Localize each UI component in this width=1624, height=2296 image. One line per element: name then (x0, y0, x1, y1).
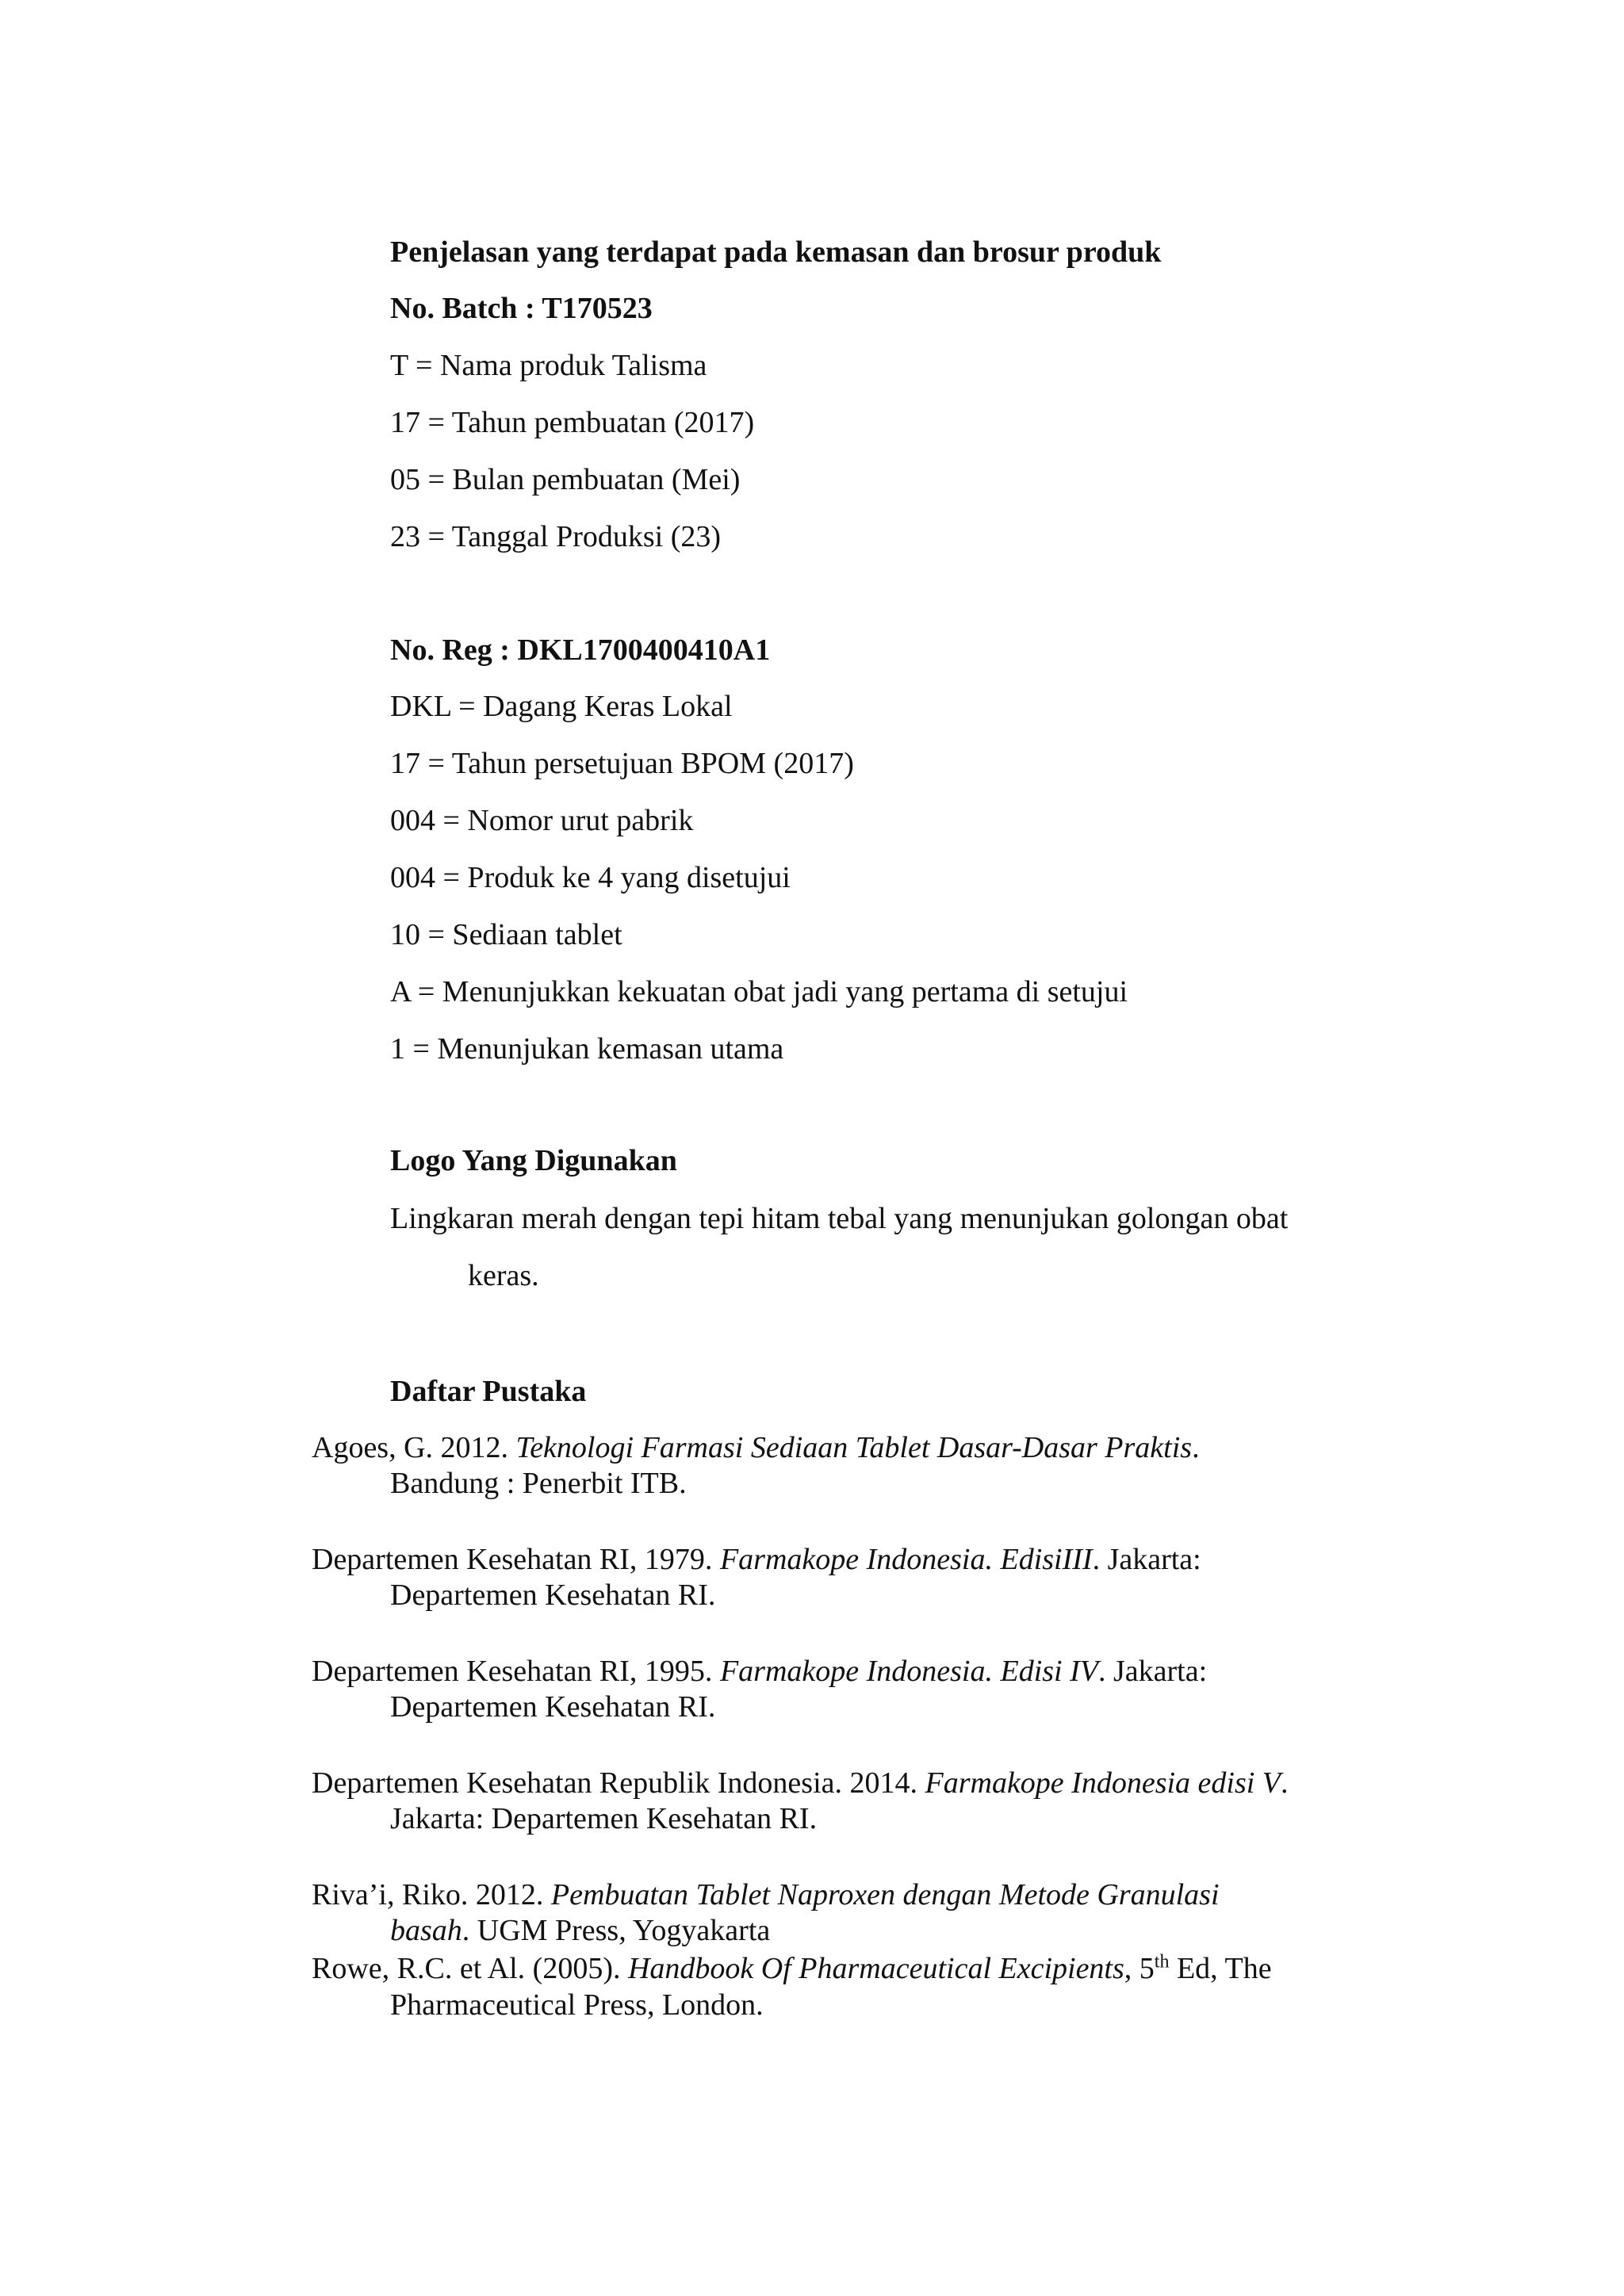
batch-number: No. Batch : T170523 (390, 292, 653, 325)
reference-author: Departemen Kesehatan Republik Indonesia. 2014. (312, 1766, 925, 1800)
registration-number: No. Reg : DKL1700400410A1 (390, 633, 771, 667)
reference-title: Farmakope Indonesia. Edisi IV (719, 1655, 1098, 1688)
reference-author: Agoes, G. 2012. (312, 1431, 516, 1464)
reference-author: Rowe, R.C. et Al. (2005). (312, 1952, 628, 1985)
reference-punct: . Jakarta: (1097, 1655, 1208, 1688)
reference-title: Handbook Of Pharmaceutical Excipients (627, 1952, 1124, 1985)
reference-punct: . (1281, 1766, 1289, 1800)
section-title-logo: Logo Yang Digunakan (390, 1144, 677, 1177)
batch-item: 17 = Tahun pembuatan (2017) (390, 406, 755, 439)
reference-entry (312, 1653, 1207, 1689)
reference-continuation: Pharmaceutical Press, London. (390, 1988, 764, 2022)
reference-author: Departemen Kesehatan RI, 1995. (312, 1655, 720, 1688)
reference-punct: , 5 (1124, 1952, 1155, 1985)
reference-entry (312, 1877, 1220, 1913)
reference-punct: . Jakarta: (1092, 1543, 1201, 1576)
reg-item: 004 = Produk ke 4 yang disetujui (390, 861, 791, 894)
reference-title: Pembuatan Tablet Naproxen dengan Metode Granulasi (550, 1878, 1220, 1911)
reference-entry (312, 1765, 1289, 1801)
references-title: Daftar Pustaka (390, 1375, 587, 1408)
reference-superscript: th (1154, 1951, 1170, 1973)
reference-continuation: Departemen Kesehatan RI. (390, 1578, 716, 1612)
reg-item: 1 = Menunjukan kemasan utama (390, 1032, 784, 1066)
reference-entry (312, 1541, 1201, 1578)
reference-entry (312, 1950, 1272, 1987)
reference-continuation: Jakarta: Departemen Kesehatan RI. (390, 1802, 818, 1835)
reg-item: 17 = Tahun persetujuan BPOM (2017) (390, 747, 854, 780)
reference-punct: . (1192, 1431, 1200, 1464)
batch-item: 05 = Bulan pembuatan (Mei) (390, 463, 741, 496)
reg-item: A = Menunjukkan kekuatan obat jadi yang pertama di setujui (390, 975, 1128, 1008)
reg-item: DKL = Dagang Keras Lokal (390, 690, 733, 723)
reference-title: Farmakope Indonesia edisi V (925, 1766, 1281, 1800)
reference-entry (312, 1429, 1200, 1466)
reference-continuation: Departemen Kesehatan RI. (390, 1690, 716, 1724)
reference-edition: Ed, The (1169, 1952, 1272, 1985)
reference-title: basah (390, 1914, 462, 1947)
reg-item: 10 = Sediaan tablet (390, 918, 622, 951)
logo-description: Lingkaran merah dengan tepi hitam tebal yang menunjukan golongan obat (390, 1202, 1289, 1235)
batch-item: 23 = Tanggal Produksi (23) (390, 520, 722, 553)
reference-author: Departemen Kesehatan RI, 1979. (312, 1543, 720, 1576)
logo-description-continued: keras. (468, 1259, 539, 1292)
reference-publisher: . UGM Press, Yogyakarta (462, 1914, 771, 1947)
batch-item: T = Nama produk Talisma (390, 349, 707, 382)
reference-title: Farmakope Indonesia. EdisiIII (719, 1543, 1093, 1576)
reference-continuation: Bandung : Penerbit ITB. (390, 1467, 687, 1500)
reference-author: Riva’i, Riko. 2012. (312, 1878, 551, 1911)
reference-title: Teknologi Farmasi Sediaan Tablet Dasar-Dasar Praktis (515, 1431, 1193, 1464)
reference-continuation (390, 1912, 770, 1949)
reg-item: 004 = Nomor urut pabrik (390, 804, 694, 837)
section-title-packaging: Penjelasan yang terdapat pada kemasan dan brosur produk (390, 235, 1162, 269)
